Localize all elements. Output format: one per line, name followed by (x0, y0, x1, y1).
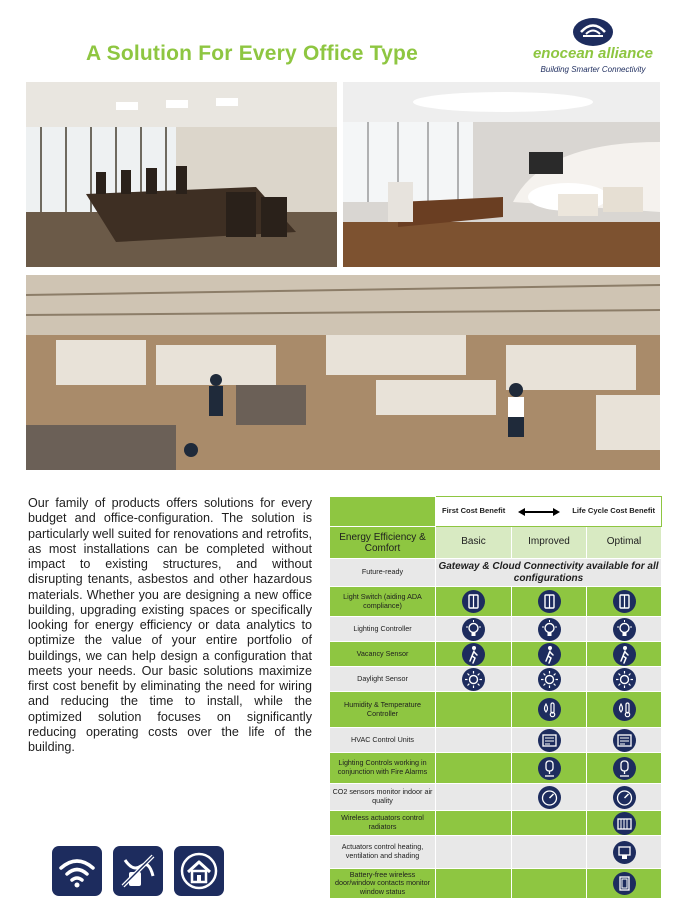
table-row (330, 728, 662, 753)
table-cell (436, 811, 512, 836)
column-optimal: Optimal (587, 527, 662, 559)
table-row (330, 617, 662, 642)
table-cell (436, 753, 512, 784)
conference-room-photo (26, 82, 337, 267)
table-row (330, 869, 662, 899)
walking-person-icon (462, 643, 485, 666)
table-cell (436, 784, 512, 811)
table-cell (512, 617, 587, 642)
fire-alarm-icon (613, 757, 636, 780)
smart-home-icon (174, 846, 224, 896)
feature-label: Actuators control heating, ventilation and shading (330, 836, 436, 869)
feature-label: Humidity & Temperature Controller (330, 692, 436, 728)
feature-label: Battery-free wireless door/window contacts monitor window status (330, 869, 436, 899)
switch-icon (613, 590, 636, 613)
table-cell (587, 692, 662, 728)
feature-label: Future-ready (330, 559, 436, 587)
logo-name: enocean alliance (532, 45, 654, 62)
table-cell (436, 617, 512, 642)
wifi-icon (52, 846, 102, 896)
table-cell (587, 617, 662, 642)
cost-benefit-scale (436, 497, 662, 527)
feature-label: Light Switch (aiding ADA compliance) (330, 587, 436, 617)
gauge-icon (613, 786, 636, 809)
switch-icon (462, 590, 485, 613)
table-cell (587, 587, 662, 617)
hvac-panel-icon (613, 729, 636, 752)
table-cell (436, 728, 512, 753)
table-cell (587, 753, 662, 784)
feature-label: Daylight Sensor (330, 667, 436, 692)
solution-comparison-table (329, 496, 662, 899)
double-arrow-icon (518, 508, 560, 516)
first-cost-label: First Cost Benefit (442, 506, 506, 516)
radiator-icon (613, 812, 636, 835)
table-cell (512, 728, 587, 753)
page-title: A Solution For Every Office Type (86, 42, 418, 65)
table-row (330, 811, 662, 836)
table-cell (587, 728, 662, 753)
sun-icon (613, 668, 636, 691)
table-cell (587, 836, 662, 869)
table-cell (436, 869, 512, 899)
table-cell (512, 642, 587, 667)
logo-tagline: Building Smarter Connectivity (540, 65, 646, 74)
table-row (330, 559, 662, 587)
table-cell (436, 587, 512, 617)
table-cell (587, 784, 662, 811)
body-paragraph: Our family of products offers solutions for every budget and office-configuration. The solution is particularly well suited for renovations and retrofits, as most installations can be completed without impact to existing structures, and without disrupting tenants, asbestos and other hazardous materials. Whether you are designing a new office building, upgrading existing spaces or specifically looking for energy efficiency or data analytics to optimize the value of your entire portfolio of buildings, we can help design a configuration that meets your needs. Our basic solutions maximize first cost benefit by eliminating the need for wiring and reducing the time to install, while the optimized solution focuses on significantly reducing operating costs over the life of the building. (28, 496, 312, 754)
table-cell (436, 836, 512, 869)
table-corner (330, 497, 436, 527)
table-cell (512, 753, 587, 784)
table-row (330, 667, 662, 692)
table-row (330, 692, 662, 728)
table-cell (512, 667, 587, 692)
table-cell (587, 642, 662, 667)
table-cell (436, 667, 512, 692)
gauge-icon (538, 786, 561, 809)
feature-label: CO2 sensors monitor indoor air quality (330, 784, 436, 811)
table-cell (587, 811, 662, 836)
table-row (330, 753, 662, 784)
bulb-icon (538, 618, 561, 641)
feature-label: HVAC Control Units (330, 728, 436, 753)
bulb-icon (462, 618, 485, 641)
life-cycle-label: Life Cycle Cost Benefit (572, 506, 656, 516)
sun-icon (538, 668, 561, 691)
table-cell (512, 692, 587, 728)
column-basic: Basic (436, 527, 512, 559)
gateway-connectivity-note: Gateway & Cloud Connectivity available for all configurations (436, 559, 662, 587)
no-wires-icon (113, 846, 163, 896)
fire-alarm-icon (538, 757, 561, 780)
table-cell (512, 836, 587, 869)
enocean-logo (528, 17, 658, 79)
feature-label: Wireless actuators control radiators (330, 811, 436, 836)
header-energy-efficiency: Energy Efficiency & Comfort (330, 527, 436, 559)
table-row (330, 836, 662, 869)
hvac-panel-icon (538, 729, 561, 752)
logo-mark-icon (571, 17, 615, 47)
sun-icon (462, 668, 485, 691)
table-cell (512, 811, 587, 836)
executive-office-photo (343, 82, 660, 267)
table-cell (587, 869, 662, 899)
open-plan-office-photo (26, 275, 660, 470)
bulb-icon (613, 618, 636, 641)
humidity-icon (613, 698, 636, 721)
table-row (330, 587, 662, 617)
table-cell (512, 784, 587, 811)
humidity-icon (538, 698, 561, 721)
actuator-icon (613, 841, 636, 864)
table-cell (436, 692, 512, 728)
feature-label: Vacancy Sensor (330, 642, 436, 667)
walking-person-icon (538, 643, 561, 666)
column-improved: Improved (512, 527, 587, 559)
table-cell (436, 642, 512, 667)
table-cell (587, 667, 662, 692)
window-contact-icon (613, 872, 636, 895)
walking-person-icon (613, 643, 636, 666)
table-row (330, 642, 662, 667)
feature-label: Lighting Controls working in conjunction with Fire Alarms (330, 753, 436, 784)
feature-label: Lighting Controller (330, 617, 436, 642)
switch-icon (538, 590, 561, 613)
table-row (330, 784, 662, 811)
table-cell (512, 587, 587, 617)
table-cell (512, 869, 587, 899)
